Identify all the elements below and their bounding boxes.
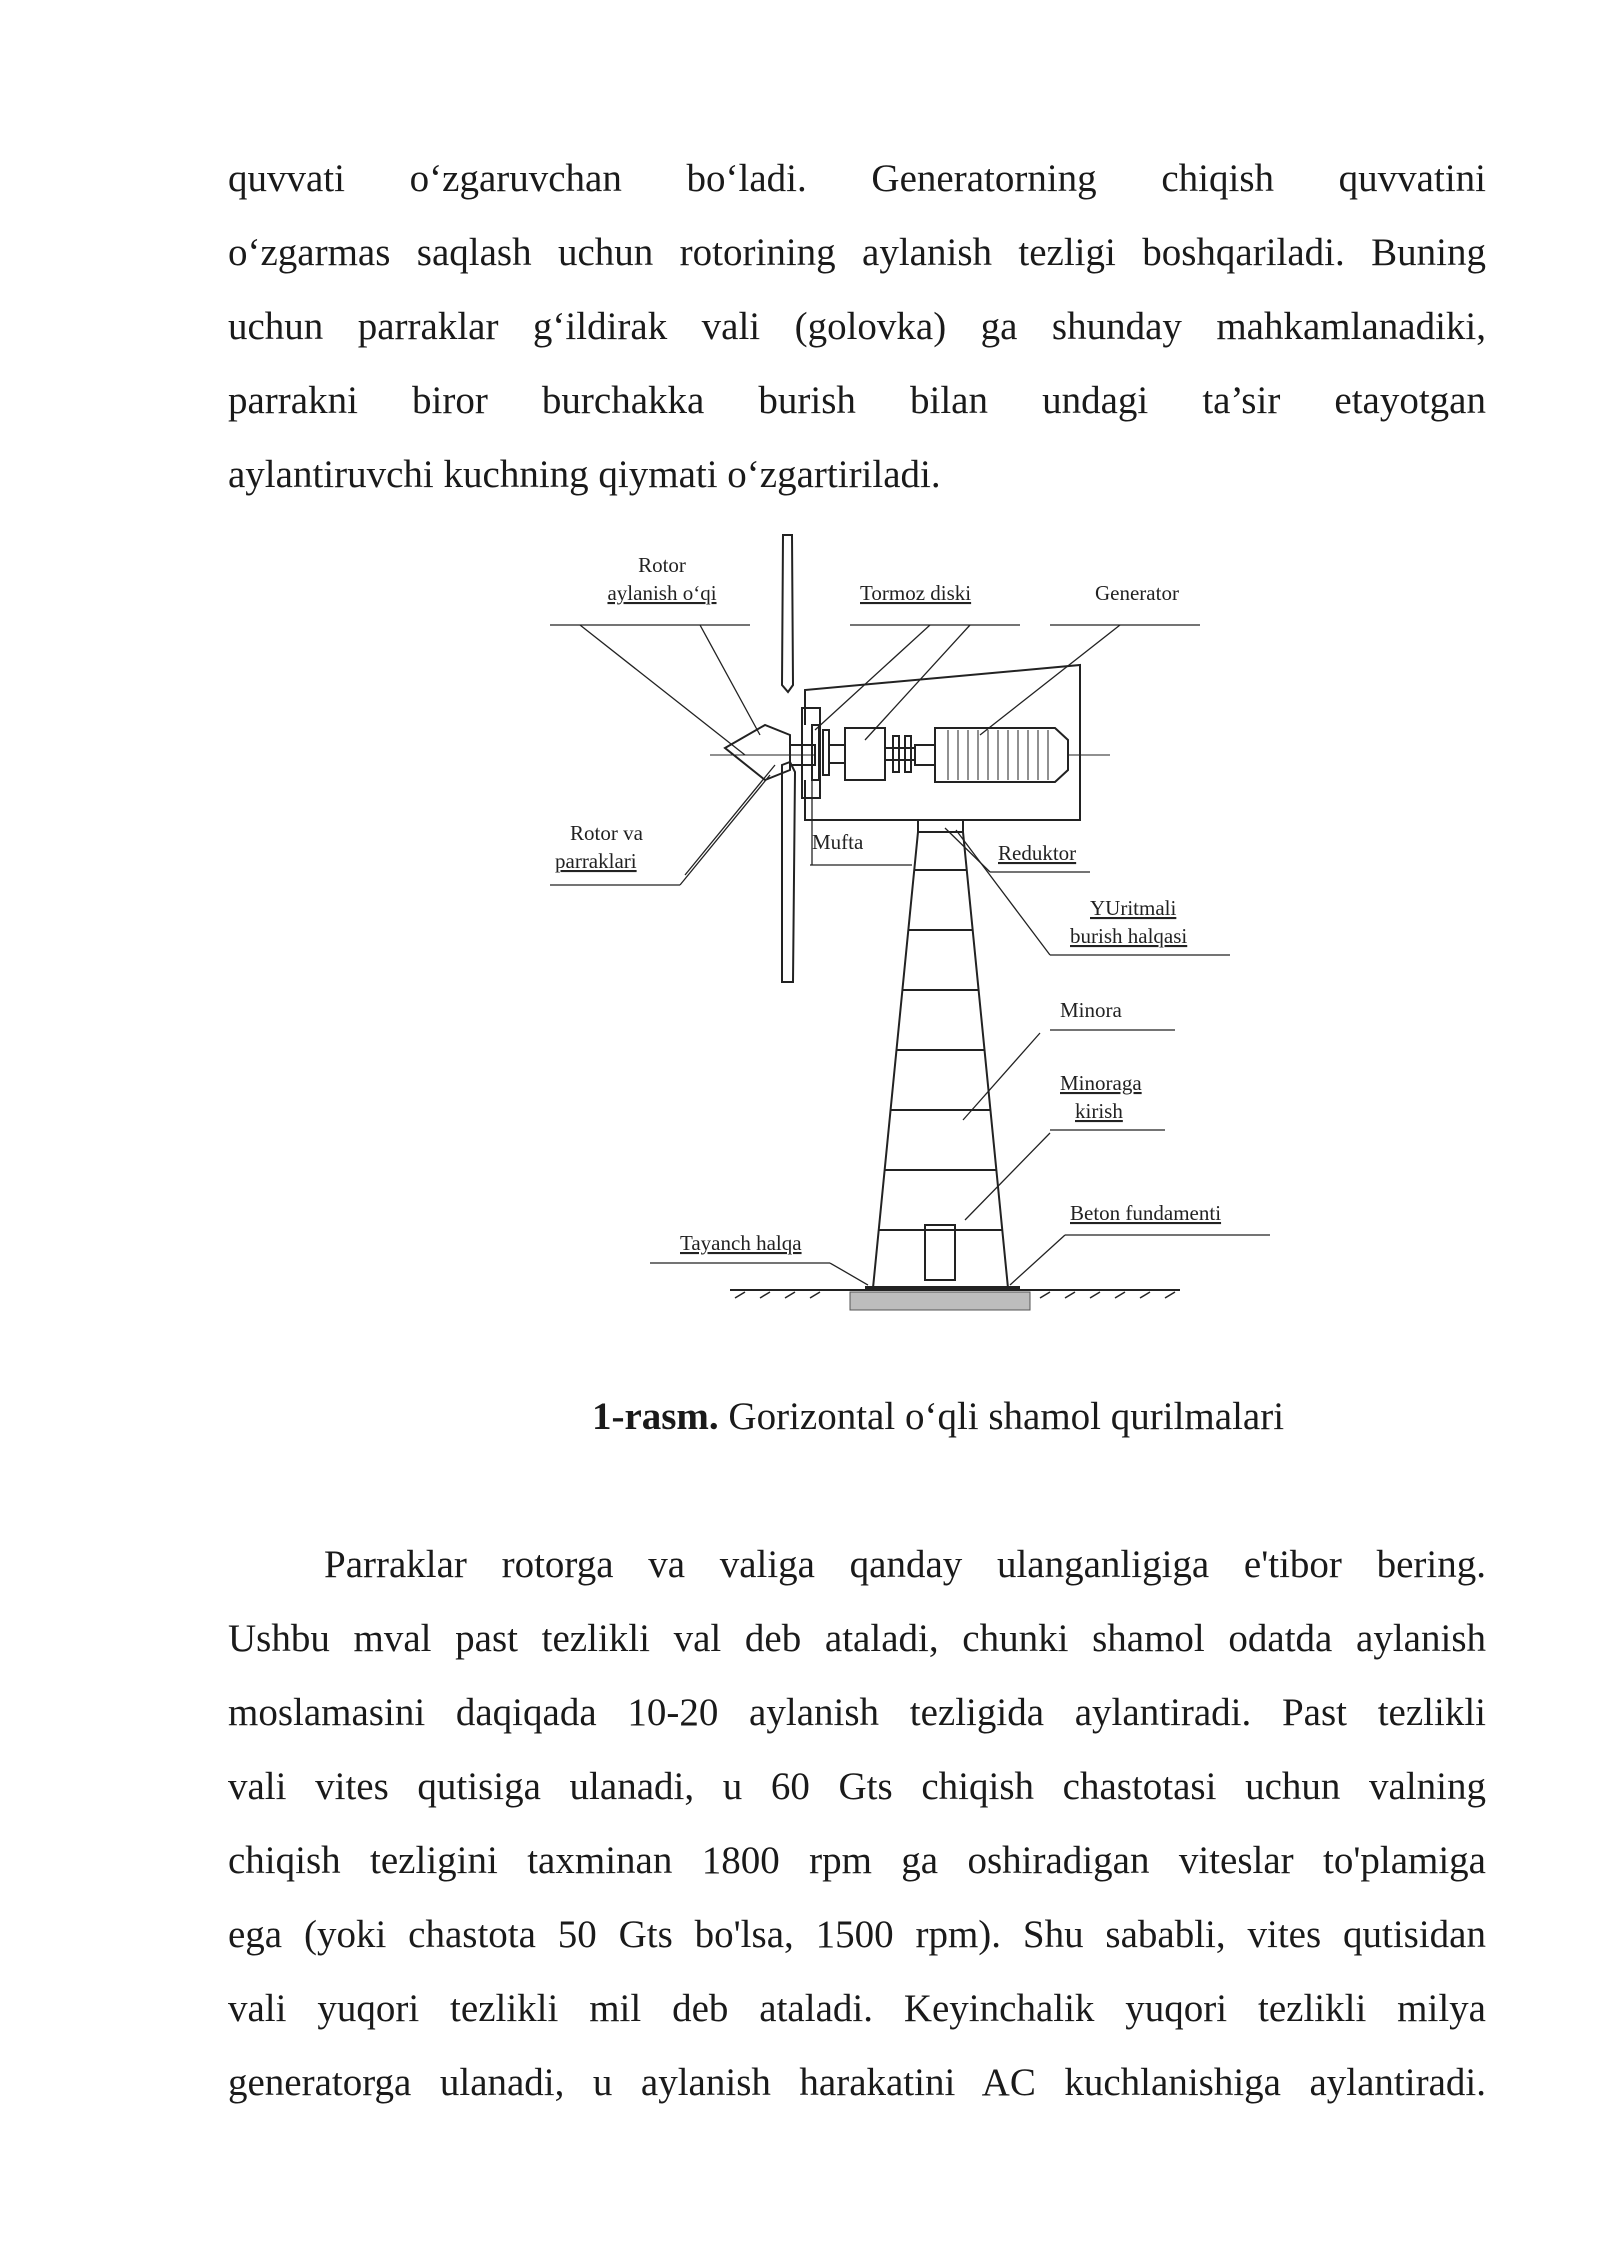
text-line: Ushbu mval past tezlikli val deb ataladi, chunki shamol odatda aylanish — [228, 1617, 1486, 1660]
text-line: vali vites qutisiga ulanadi, u 60 Gts chiqish chastotasi uchun valning — [228, 1765, 1486, 1808]
lower-blade — [782, 762, 795, 982]
tower — [873, 832, 1008, 1288]
label-generator: Generator — [1095, 581, 1179, 605]
figure-caption — [0, 1392, 1600, 1442]
text-line: generatorga ulanadi, u aylanish harakatini AC kuchlanishiga aylantiradi. — [228, 2061, 1486, 2104]
rotor-hub — [725, 725, 790, 780]
text-line: vali yuqori tezlikli mil deb ataladi. Keyinchalik yuqori tezlikli milya — [228, 1987, 1486, 2030]
label-yaw-ring-1: YUritmali — [1090, 896, 1177, 920]
label-rotor-axis-2: aylanish o‘qi — [607, 581, 717, 605]
label-coupling: Mufta — [812, 830, 864, 854]
text-line: moslamasini daqiqada 10-20 aylanish tezligida aylantiradi. Past tezlikli — [228, 1691, 1486, 1734]
label-foundation: Beton fundamenti — [1070, 1201, 1222, 1225]
label-tower-entry-2: kirish — [1075, 1099, 1123, 1123]
label-tower: Minora — [1060, 998, 1122, 1022]
paragraph-bottom — [228, 1528, 1486, 2120]
label-brake-disc: Tormoz diski — [860, 581, 972, 605]
text-line: o‘zgarmas saqlash uchun rotorining aylanish tezligi boshqariladi. Buning — [228, 231, 1486, 274]
label-rotor-axis-1: Rotor — [638, 553, 686, 577]
label-tower-entry-1: Minoraga — [1060, 1071, 1142, 1095]
paragraph-top — [228, 142, 1486, 512]
wind-turbine-diagram — [520, 530, 1280, 1330]
text-line: chiqish tezligini taxminan 1800 rpm ga oshiradigan viteslar to'plamiga — [228, 1839, 1486, 1882]
upper-blade — [782, 535, 793, 692]
text-line: Parraklar rotorga va valiga qanday ulanganligiga e'tibor bering. — [324, 1543, 1486, 1586]
tower-door — [925, 1225, 955, 1280]
concrete-foundation — [850, 1292, 1030, 1310]
text-line: parrakni biror burchakka burish bilan undagi ta’sir etayotgan — [228, 379, 1486, 422]
gearbox — [845, 728, 885, 780]
text-line: aylantiruvchi kuchning qiymati o‘zgartiriladi. — [228, 453, 941, 496]
caption-number: 1-rasm. — [591, 1395, 719, 1438]
label-yaw-ring-2: burish halqasi — [1070, 924, 1188, 948]
wind-turbine-svg — [520, 530, 1280, 1330]
label-rotor-blades-2: parraklari — [555, 849, 637, 873]
text-line: quvvati o‘zgaruvchan bo‘ladi. Generatorning chiqish quvvatini — [228, 157, 1486, 200]
label-gearbox: Reduktor — [998, 841, 1077, 865]
caption-text: Gorizontal o‘qli shamol qurilmalari — [718, 1395, 1285, 1438]
text-line: uchun parraklar g‘ildirak vali (golovka) ga shunday mahkamlanadiki, — [228, 305, 1486, 348]
text-line: ega (yoki chastota 50 Gts bo'lsa, 1500 rpm). Shu sababli, vites qutisidan — [228, 1913, 1486, 1956]
label-support-ring: Tayanch halqa — [680, 1231, 802, 1255]
label-rotor-blades-1: Rotor va — [570, 821, 643, 845]
